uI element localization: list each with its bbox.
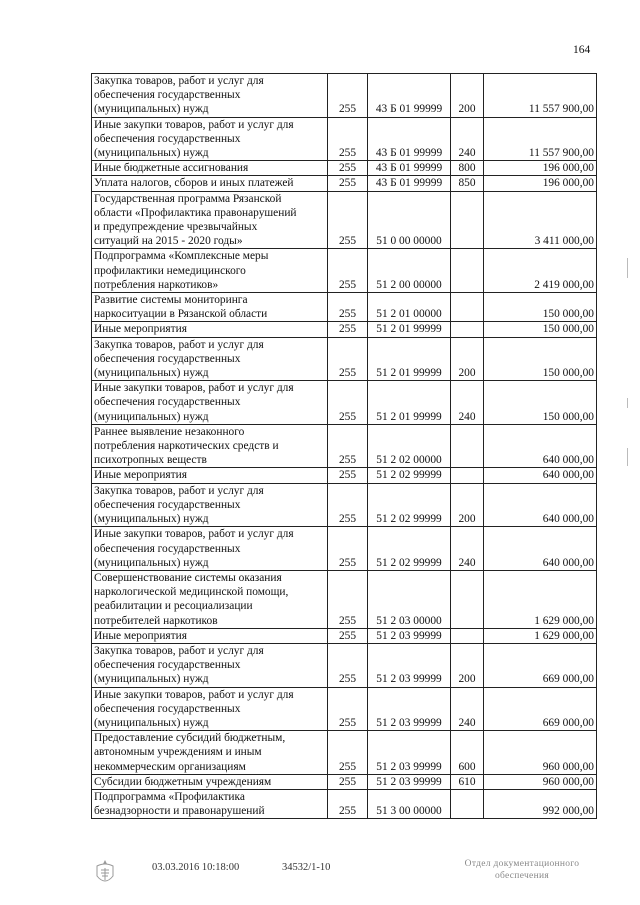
cell-name xyxy=(92,643,328,687)
cell-vr: 240 xyxy=(451,117,484,161)
cell-name-line: обеспечения государственных xyxy=(94,352,241,365)
cell-sum: 150 000,00 xyxy=(484,322,597,337)
cell-name-line: (муниципальных) нужд xyxy=(94,556,209,569)
cell-vr xyxy=(451,789,484,818)
cell-vr xyxy=(451,628,484,643)
footer-datetime: 03.03.2016 10:18:00 xyxy=(152,862,240,873)
cell-csr: 51 2 01 99999 xyxy=(368,322,451,337)
cell-sum: 1 629 000,00 xyxy=(484,628,597,643)
cell-name-line: Закупка товаров, работ и услуг для xyxy=(94,484,264,497)
cell-name-line: реабилитации и ресоциализации xyxy=(94,600,253,613)
cell-name xyxy=(92,249,328,293)
cell-ved: 255 xyxy=(328,628,368,643)
cell-csr: 43 Б 01 99999 xyxy=(368,74,451,118)
cell-name xyxy=(92,570,328,628)
cell-name-line: обеспечения государственных xyxy=(94,702,241,715)
cell-vr: 200 xyxy=(451,643,484,687)
cell-name-line: Иные мероприятия xyxy=(94,323,187,336)
cell-name-line: (муниципальных) нужд xyxy=(94,147,209,160)
cell-csr: 51 3 00 00000 xyxy=(368,789,451,818)
cell-vr xyxy=(451,424,484,468)
table-row xyxy=(92,789,597,818)
cell-name-line: потребителей наркотиков xyxy=(94,614,218,627)
cell-ved: 255 xyxy=(328,731,368,775)
table-row xyxy=(92,643,597,687)
cell-name-line: потребления наркотиков» xyxy=(94,278,219,291)
budget-table-body xyxy=(92,74,597,819)
cell-name xyxy=(92,483,328,527)
cell-sum: 960 000,00 xyxy=(484,774,597,789)
cell-sum: 2 419 000,00 xyxy=(484,249,597,293)
cell-name-line: Подпрограмма «Комплексные меры xyxy=(94,250,269,263)
cell-ved: 255 xyxy=(328,527,368,571)
cell-ved: 255 xyxy=(328,468,368,483)
cell-sum: 669 000,00 xyxy=(484,687,597,731)
cell-ved: 255 xyxy=(328,117,368,161)
cell-name-line: обеспечения государственных xyxy=(94,132,241,145)
cell-ved: 255 xyxy=(328,176,368,191)
table-row xyxy=(92,570,597,628)
cell-name-line: обеспечения государственных xyxy=(94,498,241,511)
cell-name xyxy=(92,527,328,571)
cell-vr: 240 xyxy=(451,687,484,731)
cell-vr xyxy=(451,249,484,293)
cell-name xyxy=(92,628,328,643)
table-row xyxy=(92,774,597,789)
cell-name-line: обеспечения государственных xyxy=(94,396,241,409)
cell-name-line: (муниципальных) нужд xyxy=(94,513,209,526)
cell-csr: 51 2 03 00000 xyxy=(368,570,451,628)
cell-name xyxy=(92,424,328,468)
cell-name-line: (муниципальных) нужд xyxy=(94,103,209,116)
cell-name-line: автономным учреждениям и иным xyxy=(94,746,262,759)
cell-name-line: Субсидии бюджетным учреждениям xyxy=(94,775,272,788)
cell-ved: 255 xyxy=(328,687,368,731)
cell-vr: 240 xyxy=(451,381,484,425)
page-number: 164 xyxy=(573,44,591,56)
cell-sum: 640 000,00 xyxy=(484,483,597,527)
cell-ved: 255 xyxy=(328,161,368,176)
cell-name-line: обеспечения государственных xyxy=(94,542,241,555)
cell-csr: 43 Б 01 99999 xyxy=(368,117,451,161)
cell-name-line: (муниципальных) нужд xyxy=(94,410,209,423)
cell-vr: 800 xyxy=(451,161,484,176)
cell-name xyxy=(92,191,328,249)
table-row xyxy=(92,161,597,176)
cell-name-line: Иные мероприятия xyxy=(94,629,187,642)
cell-name-line: Предоставление субсидий бюджетным, xyxy=(94,732,286,745)
cell-ved: 255 xyxy=(328,381,368,425)
cell-ved: 255 xyxy=(328,570,368,628)
scan-edge-mark xyxy=(627,448,628,466)
table-row xyxy=(92,191,597,249)
cell-name-line: потребления наркотических средств и xyxy=(94,440,279,453)
cell-csr: 51 2 03 99999 xyxy=(368,643,451,687)
footer-department-line: обеспечения xyxy=(494,871,550,881)
cell-csr: 51 2 02 99999 xyxy=(368,483,451,527)
cell-sum: 640 000,00 xyxy=(484,527,597,571)
table-row xyxy=(92,527,597,571)
cell-sum: 960 000,00 xyxy=(484,731,597,775)
table-row xyxy=(92,337,597,381)
cell-name-line: Подпрограмма «Профилактика xyxy=(94,790,245,803)
cell-sum: 640 000,00 xyxy=(484,468,597,483)
table-row xyxy=(92,74,597,118)
cell-sum: 11 557 900,00 xyxy=(484,117,597,161)
cell-name xyxy=(92,731,328,775)
cell-name xyxy=(92,322,328,337)
cell-vr xyxy=(451,322,484,337)
scan-edge-mark xyxy=(627,258,628,278)
cell-vr: 200 xyxy=(451,74,484,118)
cell-sum: 11 557 900,00 xyxy=(484,74,597,118)
table-row xyxy=(92,249,597,293)
cell-sum: 3 411 000,00 xyxy=(484,191,597,249)
cell-vr xyxy=(451,468,484,483)
cell-name xyxy=(92,774,328,789)
cell-name xyxy=(92,468,328,483)
cell-csr: 51 2 03 99999 xyxy=(368,774,451,789)
cell-csr: 51 2 03 99999 xyxy=(368,628,451,643)
cell-csr: 51 2 02 00000 xyxy=(368,424,451,468)
cell-sum: 992 000,00 xyxy=(484,789,597,818)
cell-name-line: Иные закупки товаров, работ и услуг для xyxy=(94,118,294,131)
cell-name-line: Раннее выявление незаконного xyxy=(94,425,245,438)
cell-name-line: Государственная программа Рязанской xyxy=(94,192,282,205)
cell-name-line: Закупка товаров, работ и услуг для xyxy=(94,644,264,657)
cell-name-line: (муниципальных) нужд xyxy=(94,716,209,729)
cell-csr: 51 2 01 00000 xyxy=(368,293,451,322)
cell-name-line: Закупка товаров, работ и услуг для xyxy=(94,338,264,351)
table-row xyxy=(92,424,597,468)
table-row xyxy=(92,381,597,425)
cell-sum: 196 000,00 xyxy=(484,161,597,176)
table-row xyxy=(92,628,597,643)
cell-csr: 51 2 02 99999 xyxy=(368,468,451,483)
cell-name xyxy=(92,337,328,381)
footer-doc-number: 34532/1-10 xyxy=(282,862,331,873)
cell-name-line: Уплата налогов, сборов и иных платежей xyxy=(94,177,294,190)
cell-ved: 255 xyxy=(328,774,368,789)
budget-table xyxy=(91,73,597,819)
cell-name-line: Иные закупки товаров, работ и услуг для xyxy=(94,382,294,395)
cell-name-line: Иные мероприятия xyxy=(94,469,187,482)
cell-ved: 255 xyxy=(328,191,368,249)
cell-name-line: наркоситуации в Рязанской области xyxy=(94,308,268,321)
table-row xyxy=(92,687,597,731)
cell-name-line: ситуаций на 2015 - 2020 годы» xyxy=(94,235,243,248)
cell-name xyxy=(92,117,328,161)
table-row xyxy=(92,483,597,527)
cell-vr: 200 xyxy=(451,483,484,527)
table-row xyxy=(92,468,597,483)
coat-of-arms-icon xyxy=(92,858,118,888)
cell-vr: 850 xyxy=(451,176,484,191)
cell-ved: 255 xyxy=(328,483,368,527)
cell-name xyxy=(92,293,328,322)
cell-ved: 255 xyxy=(328,643,368,687)
cell-csr: 51 2 01 99999 xyxy=(368,337,451,381)
cell-name-line: Иные закупки товаров, работ и услуг для xyxy=(94,528,294,541)
cell-csr: 51 2 03 99999 xyxy=(368,731,451,775)
cell-name xyxy=(92,74,328,118)
cell-ved: 255 xyxy=(328,789,368,818)
cell-name-line: психотропных веществ xyxy=(94,454,207,467)
cell-vr: 240 xyxy=(451,527,484,571)
cell-csr: 51 2 01 99999 xyxy=(368,381,451,425)
cell-name-line: и предупреждение чрезвычайных xyxy=(94,221,258,234)
footer-department-line: Отдел документационного xyxy=(464,859,580,869)
cell-vr: 610 xyxy=(451,774,484,789)
cell-name-line: профилактики немедицинского xyxy=(94,264,246,277)
table-row xyxy=(92,176,597,191)
table-row xyxy=(92,293,597,322)
cell-name-line: некоммерческим организациям xyxy=(94,760,246,773)
cell-name xyxy=(92,789,328,818)
cell-name-line: Развитие системы мониторинга xyxy=(94,294,248,307)
cell-sum: 150 000,00 xyxy=(484,337,597,381)
table-row xyxy=(92,322,597,337)
cell-name xyxy=(92,687,328,731)
cell-name-line: Иные закупки товаров, работ и услуг для xyxy=(94,688,294,701)
cell-sum: 1 629 000,00 xyxy=(484,570,597,628)
cell-name-line: Совершенствование системы оказания xyxy=(94,571,282,584)
table-row xyxy=(92,117,597,161)
cell-name-line: Иные бюджетные ассигнования xyxy=(94,162,249,175)
cell-vr xyxy=(451,570,484,628)
cell-name-line: области «Профилактика правонарушений xyxy=(94,206,297,219)
cell-ved: 255 xyxy=(328,74,368,118)
cell-sum: 640 000,00 xyxy=(484,424,597,468)
cell-ved: 255 xyxy=(328,293,368,322)
cell-csr: 43 Б 01 99999 xyxy=(368,161,451,176)
cell-csr: 43 Б 01 99999 xyxy=(368,176,451,191)
cell-sum: 669 000,00 xyxy=(484,643,597,687)
cell-csr: 51 2 03 99999 xyxy=(368,687,451,731)
cell-name-line: обеспечения государственных xyxy=(94,89,241,102)
cell-vr xyxy=(451,191,484,249)
cell-vr xyxy=(451,293,484,322)
cell-ved: 255 xyxy=(328,322,368,337)
cell-ved: 255 xyxy=(328,249,368,293)
cell-name xyxy=(92,381,328,425)
cell-name-line: (муниципальных) нужд xyxy=(94,367,209,380)
cell-csr: 51 2 02 99999 xyxy=(368,527,451,571)
cell-vr: 200 xyxy=(451,337,484,381)
cell-sum: 150 000,00 xyxy=(484,381,597,425)
cell-name xyxy=(92,161,328,176)
cell-name-line: наркологической медицинской помощи, xyxy=(94,586,289,599)
cell-name xyxy=(92,176,328,191)
cell-vr: 600 xyxy=(451,731,484,775)
table-row xyxy=(92,731,597,775)
cell-csr: 51 2 00 00000 xyxy=(368,249,451,293)
cell-name-line: (муниципальных) нужд xyxy=(94,673,209,686)
cell-csr: 51 0 00 00000 xyxy=(368,191,451,249)
cell-ved: 255 xyxy=(328,424,368,468)
cell-name-line: безнадзорности и правонарушений xyxy=(94,805,265,818)
cell-sum: 196 000,00 xyxy=(484,176,597,191)
cell-ved: 255 xyxy=(328,337,368,381)
scan-edge-mark xyxy=(627,398,628,408)
footer-department xyxy=(447,858,597,882)
cell-name-line: Закупка товаров, работ и услуг для xyxy=(94,75,264,87)
cell-sum: 150 000,00 xyxy=(484,293,597,322)
cell-name-line: обеспечения государственных xyxy=(94,659,241,672)
